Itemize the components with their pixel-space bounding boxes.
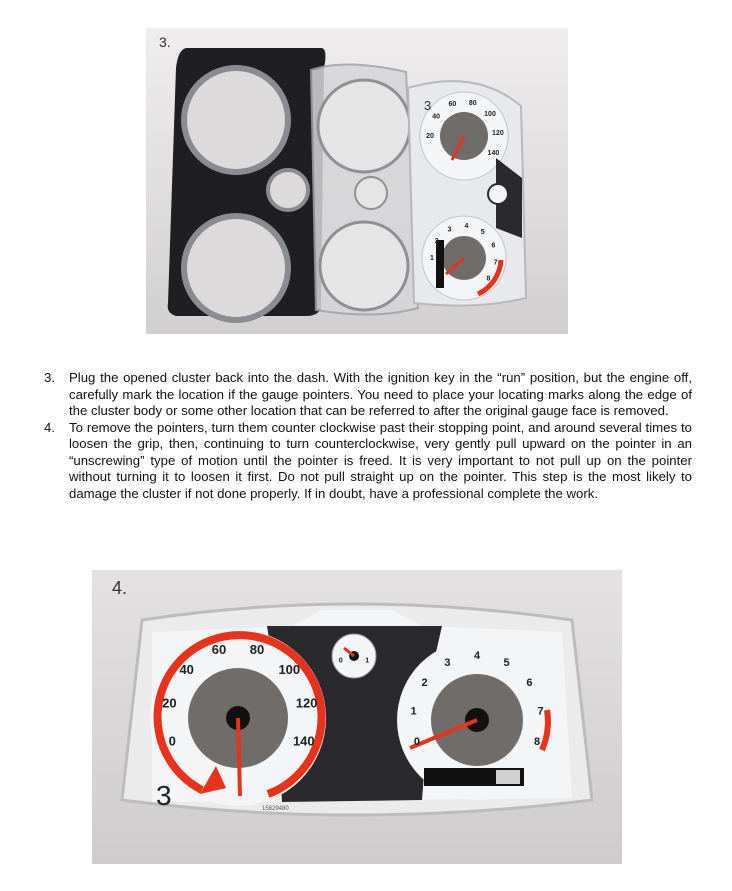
speedo-tick-label: 100 <box>278 661 301 677</box>
speedo-tick-label: 20 <box>162 695 177 711</box>
gauge-face-panel <box>408 81 526 305</box>
speedo-tick-label: 20 <box>426 132 434 140</box>
step-text: Plug the opened cluster back into the dash. With the ignition key in the “run” position, but the engine off, carefully mark the location if the gauge pointers. You need to place your locating marks along the edge of the cluster body or some other location that can be referred to after the original gauge face is removed. <box>69 370 692 418</box>
speedo-tick-label: 60 <box>448 100 457 108</box>
fuel-tick-label: 0 <box>338 657 343 665</box>
cluster-face-illustration <box>92 570 622 864</box>
speedo-tick-label: 0 <box>168 733 176 749</box>
steps-list <box>44 370 692 502</box>
speedo-tick-label: 120 <box>492 129 504 137</box>
photo-label: 3. <box>159 34 171 50</box>
list-item <box>44 370 692 420</box>
tach-tick-label: 3 <box>444 657 451 670</box>
speedo-tick-label: 140 <box>292 733 315 749</box>
fuel-tick-label: 1 <box>365 657 370 665</box>
speedo-tick-label: 100 <box>484 110 496 118</box>
tach-tick-label: 5 <box>480 228 485 236</box>
tach-tick-label: 7 <box>493 259 498 267</box>
tach-tick-label: 8 <box>534 735 541 748</box>
face-label: 3 <box>424 98 432 113</box>
dark-bezel <box>168 48 326 320</box>
speedo-tick-label: 80 <box>249 642 265 658</box>
step-number: 3. <box>44 370 55 385</box>
photo-label: 4. <box>112 578 128 598</box>
tach-tick-label: 8 <box>486 275 491 283</box>
speedo-tick-label: 80 <box>468 100 477 108</box>
tach-tick-label: 2 <box>434 238 439 246</box>
speedo-tick-label: 120 <box>295 695 318 711</box>
tach-tick-label: 6 <box>491 242 496 250</box>
tach-tick-label: 4 <box>473 649 481 662</box>
tach-tick-label: 1 <box>430 254 434 262</box>
tach-tick-label: 0 <box>413 735 420 748</box>
step-number: 4. <box>44 419 55 435</box>
tach-tick-label: 2 <box>421 677 428 690</box>
speedo-tick-label: 60 <box>211 642 227 658</box>
tach-tick-label: 7 <box>537 705 544 718</box>
tach-tick-label: 4 <box>464 222 469 230</box>
face-label: 3 <box>156 780 172 811</box>
list-item <box>44 420 692 503</box>
part-number: 15829480 <box>262 806 289 812</box>
speedo-tick-label: 140 <box>487 149 500 157</box>
cluster-parts-illustration <box>146 28 568 334</box>
tach-tick-label: 1 <box>410 705 417 718</box>
tach-tick-label: 5 <box>503 657 510 670</box>
clear-lens <box>311 64 418 314</box>
tach-tick-label: 3 <box>447 226 452 234</box>
photo-cluster-disassembled <box>146 28 568 334</box>
photo-cluster-face <box>92 570 622 864</box>
tach-tick-label: 6 <box>526 677 533 690</box>
speedo-tick-label: 40 <box>179 661 194 677</box>
speedo-tick-label: 40 <box>432 113 440 121</box>
step-text: To remove the pointers, turn them counter clockwise past their stopping point, and around several times to loosen the grip, then, continuing to turn counterclockwise, very gently pull upward on the pointer in an “unscrewing” type of motion until the pointer is freed. It is very important to not pull up on the pointer without turning it to loosen it first. Do not pull straight up on the pointer. This step is the most likely to damage the cluster if not done properly. If in doubt, have a professional complete the work. <box>69 419 692 501</box>
